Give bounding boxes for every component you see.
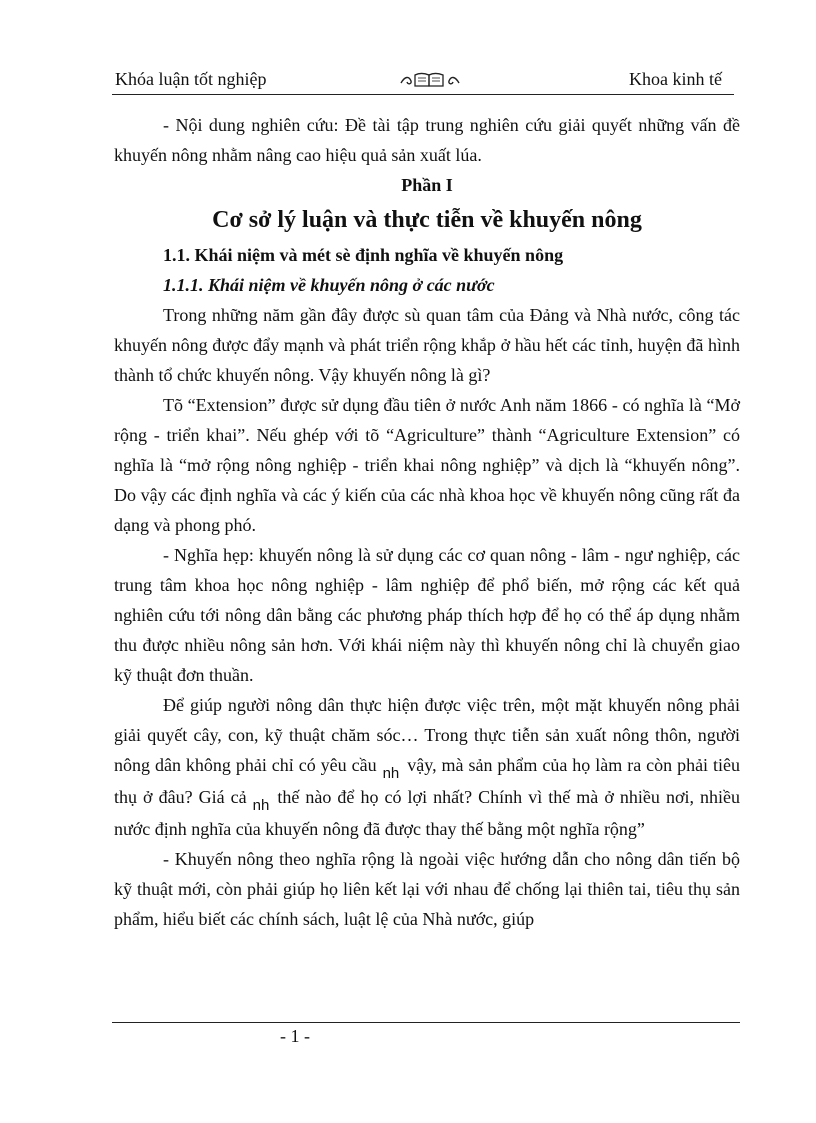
chapter-title: Cơ sở lý luận và thực tiễn về khuyến nông (212, 207, 642, 233)
text-segment: Để giúp người nông dân thực hiện được việc trên, một mặt khuyến nông phải giải quyết cây, con, kỹ thuật chăm sóc… Trong thực tiễn sản xuất nông thôn, người nông dân không phải chỉ có yêu cầu (114, 695, 740, 775)
text-segment: thế nào để họ có lợi nhất? Chính vì thế mà ở nhiều nơi, nhiều nước định nghĩa của khuyến nông đã được thay thế bằng một nghĩa rộng” (114, 787, 741, 839)
paragraph-extension-term: Tõ “Extension” được sử dụng đầu tiên ở nước Anh năm 1866 - có nghĩa là “Mở rộng - triển khai”. Nếu ghép với tõ “Agriculture” thành “Agriculture Extension” có nghĩa là “mở rộng nông nghiệp - triển khai nông nghiệp” và dịch là “khuyến nông”. Do vậy các định nghĩa và các ý kiến của các nhà khoa học về khuyến nông cũng rất đa dạng và phong phó. (114, 395, 740, 535)
paragraph-broad-definition: - Khuyến nông theo nghĩa rộng là ngoài việc hướng dẫn cho nông dân tiến bộ kỹ thuật mới, còn phải giúp họ liên kết lại với nhau để chống lại thiên tai, tiêu thụ sản phẩm, hiểu biết các chính sách, luật lệ của Nhà nước, giúp (114, 849, 740, 929)
paragraph-research-content: - Nội dung nghiên cứu: Đề tài tập trung nghiên cứu giải quyết những vấn đề khuyến nông nhằm nâng cao hiệu quả sản xuất lúa. (114, 115, 740, 165)
part-heading: Phần I (401, 175, 453, 195)
book-ornament-icon (399, 72, 461, 88)
paragraph-intro: Trong những năm gần đây được sù quan tâm của Đảng và Nhà nước, công tác khuyến nông được đẩy mạnh và phát triển rộng khắp ở hầu hết các tỉnh, huyện đã hình thành tổ chức khuyến nông. Vậy khuyến nông là gì? (114, 305, 740, 385)
document-body (114, 110, 740, 934)
inline-fragment: nh (252, 797, 270, 814)
subsection-heading: 1.1.1. Khái niệm về khuyến nông ở các nước (163, 275, 495, 295)
text-segment: vậy, mà sản phẩm của họ làm ra còn phải tiêu thụ ở đâu? Giá cả (114, 755, 741, 807)
paragraph-farmer-needs (114, 690, 740, 844)
inline-fragment: nh (382, 765, 400, 782)
page-header (112, 66, 734, 94)
section-heading: 1.1. Khái niệm và mét sè định nghĩa về khuyến nông (163, 245, 564, 265)
footer-divider (112, 1022, 740, 1023)
header-divider (112, 94, 734, 95)
paragraph-narrow-definition: - Nghĩa hẹp: khuyến nông là sử dụng các cơ quan nông - lâm - ngư nghiệp, các trung tâm khoa học nông nghiệp - lâm nghiệp để phổ biến, mở rộng các kết quả nghiên cứu tới nông dân bằng các phương pháp thích hợp để họ có thể áp dụng nhằm thu được nhiều nông sản hơn. Với khái niệm này thì khuyến nông chỉ là chuyển giao kỹ thuật đơn thuần. (114, 545, 740, 685)
header-right-text: Khoa kinh tế (629, 69, 722, 89)
page-number: - 1 - (280, 1026, 310, 1046)
header-left-text: Khóa luận tốt nghiệp (115, 69, 267, 89)
